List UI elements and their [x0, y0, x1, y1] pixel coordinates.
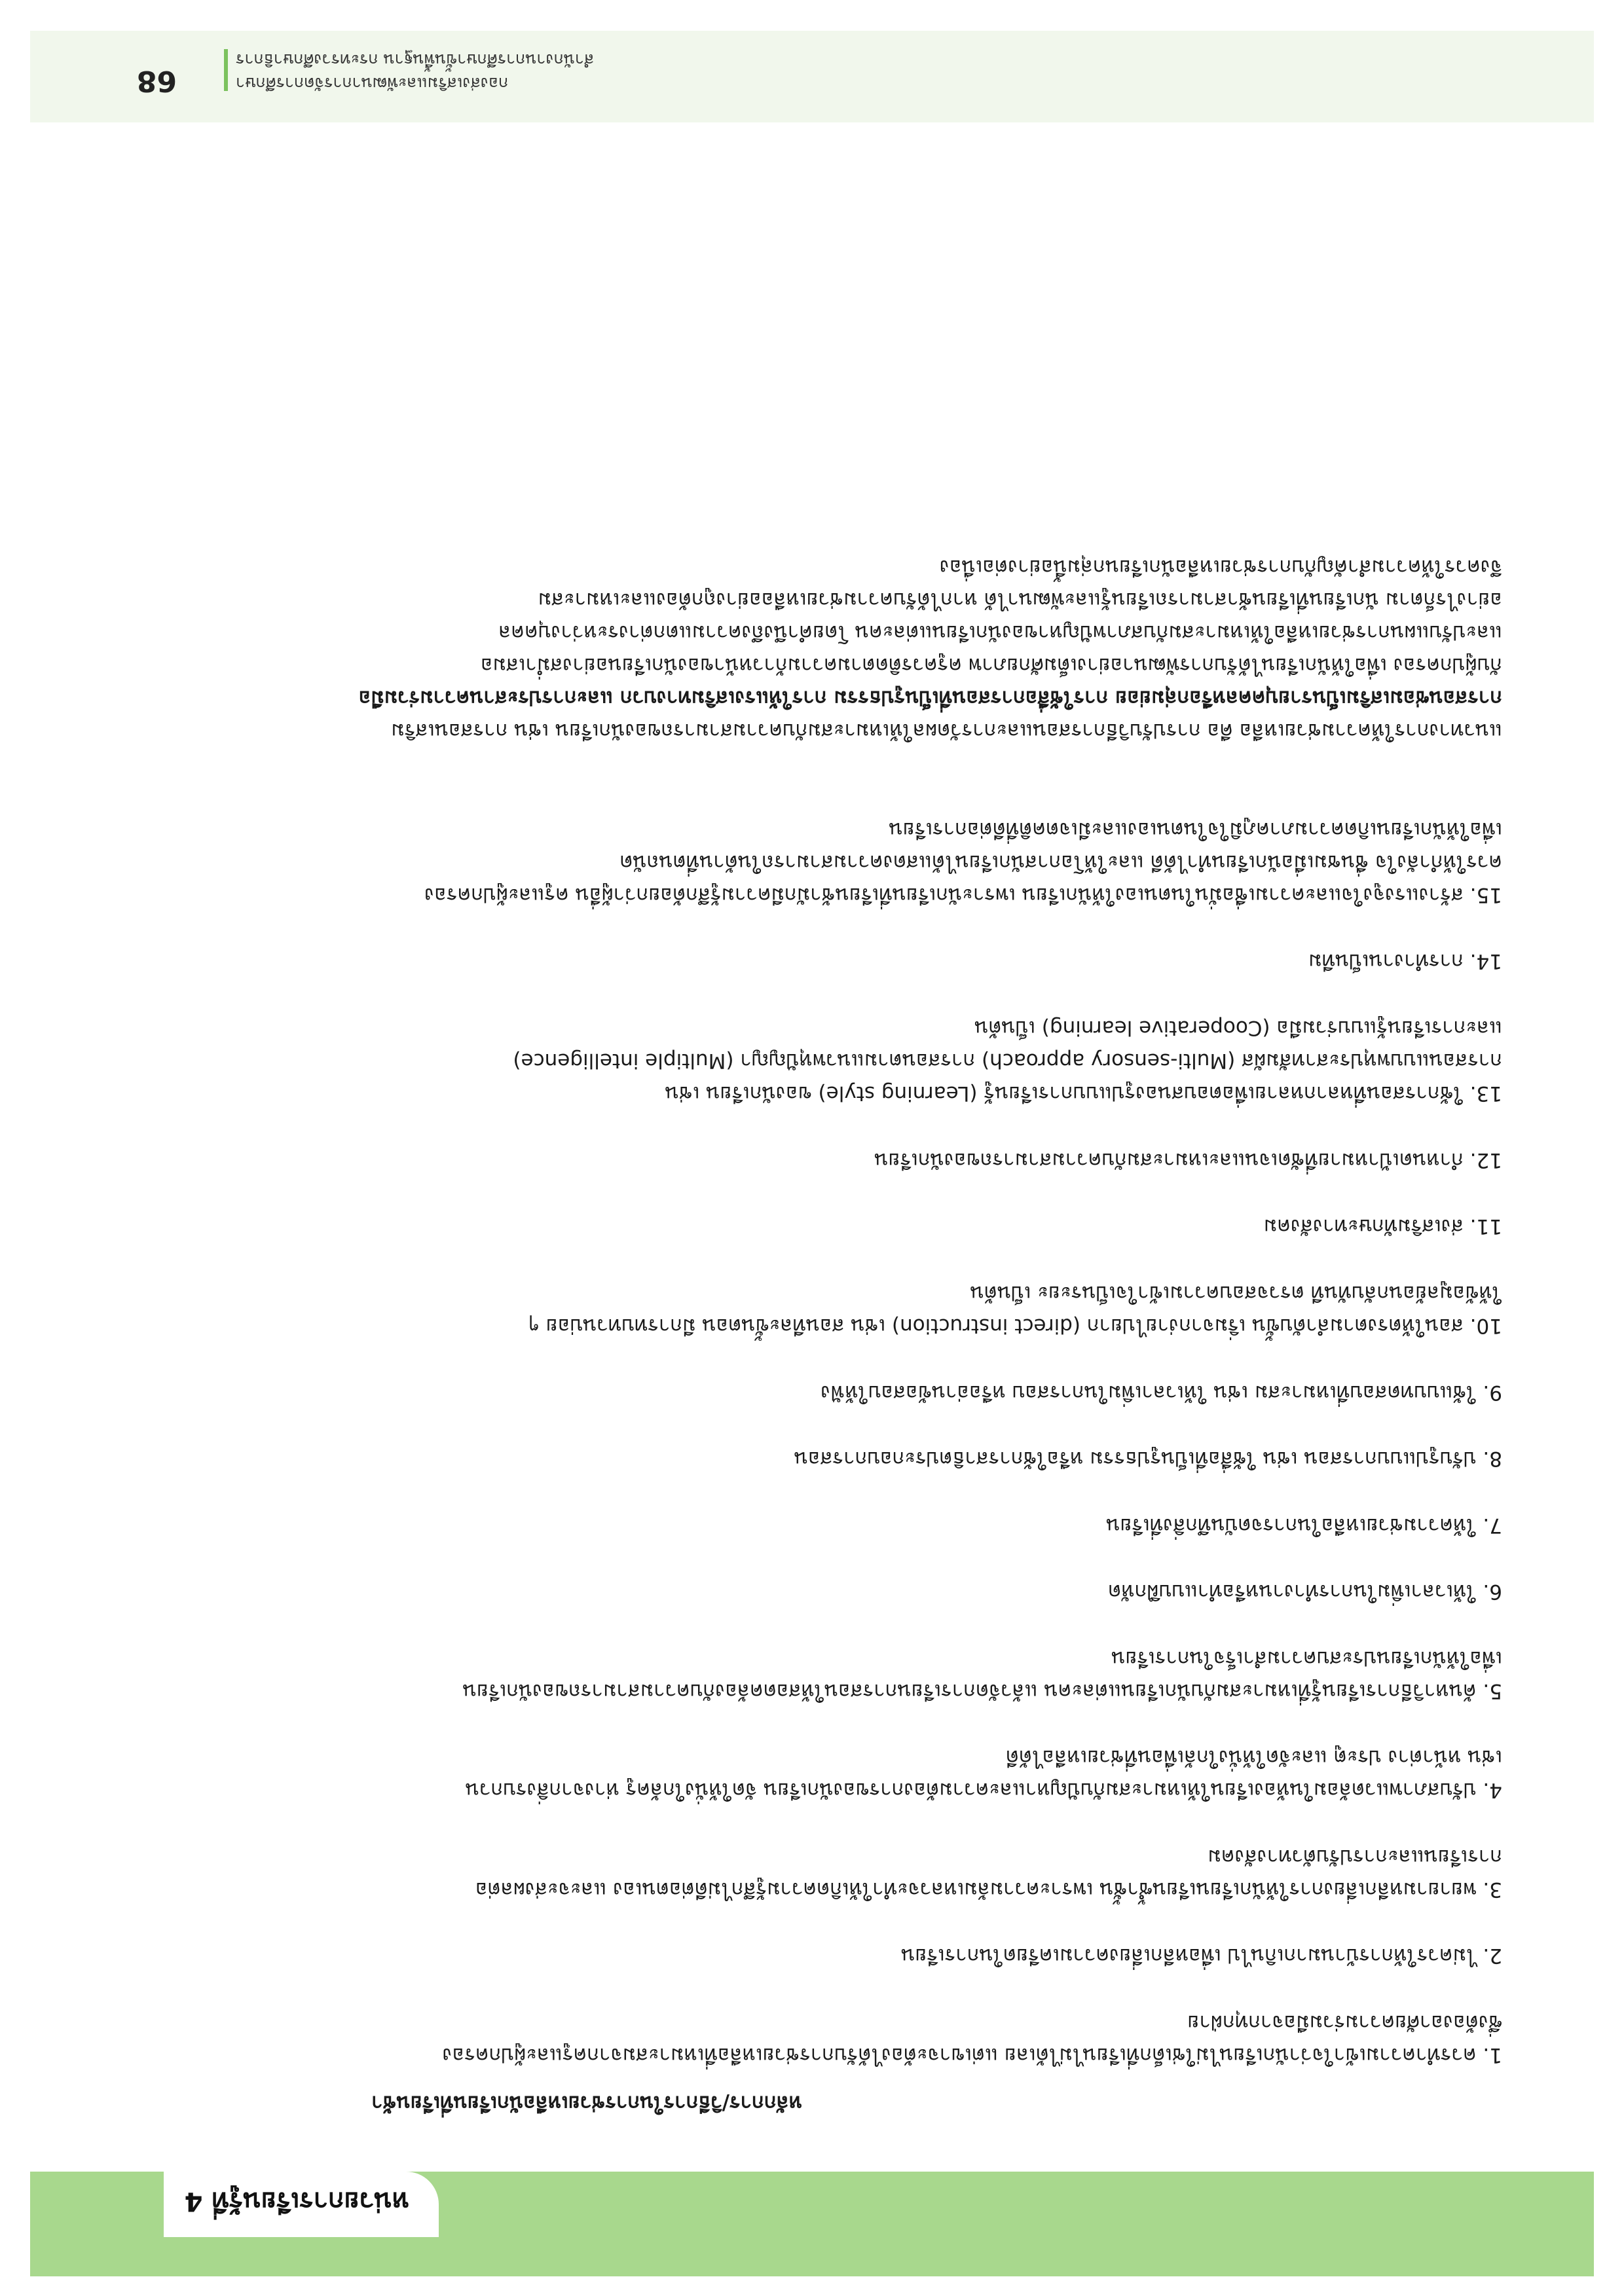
- body-line: 2. ไม่ควรให้การบ้านมากเกินไป เพื่อหลีกเลี่ยงความเครียดในการเรียน: [901, 1944, 1502, 1967]
- body-line: และปรับแผนการช่วยเหลือให้เหมาะสมกับสภาพปัญหาของนักเรียนแต่ละคน โดยคำนึงถึงความแตกต่างระหว่างบุคคล: [498, 621, 1502, 644]
- body-line: 4. ปรับสภาพแวดล้อมในห้องเรียนให้เหมาะสมกับปัญหาและความต้องการของนักเรียน จัดให้นั่งใกล้ครู ห่างจากสิ่งรบกวน: [465, 1778, 1502, 1802]
- body-line: 1. ควรทำความเข้าใจว่านักเรียนไม่ใช่เด็กที่เรียนไม่ได้เลย แต่เขาจะต้องได้รับการช่วยเหลือที่เหมาะสมจากครูและผู้ปกครอง: [442, 2043, 1502, 2067]
- body-line: อย่างไรก็ตาม นักเรียนที่เรียนช้าสามารถเรียนรู้และพัฒนาได้ หากได้รับความช่วยเหลืออย่างถูกต้องและเหมาะสม: [538, 588, 1502, 611]
- header-department: กองส่งเสริมและพัฒนาการจัดการศึกษา: [236, 74, 509, 93]
- body-line: ควรให้กำลังใจ ชื่นชมเมื่อนักเรียนทำได้ดี และให้โอกาสนักเรียนได้แสดงความสามารถในด้านที่ตนถนัด: [619, 850, 1502, 874]
- body-line: 7. ให้ความช่วยเหลือในการจดบันทึกสิ่งที่เรียน: [1106, 1514, 1502, 1537]
- body-line: ให้ข้อมูลย้อนกลับทันที ตรวจสอบความเข้าใจเป็นระยะ เป็นต้น: [970, 1281, 1502, 1305]
- chapter-label: หน่วยการเรียนรู้ที่ 4: [184, 2186, 409, 2216]
- body-line: และการเรียนรู้แบบร่วมมือ (Cooperative learning) เป็นต้น: [974, 1016, 1502, 1040]
- body-line: การสอนแบบพหุประสาทสัมผัส (Multi-sensory approach) การสอนตามแนวพหุปัญญา (Multiple intelligence): [513, 1049, 1502, 1072]
- body-line: 8. ปรับรูปแบบการสอน เช่น ใช้สื่อที่เป็นรูปธรรม หรือใช้การสาธิตประกอบการสอน: [794, 1447, 1502, 1470]
- body-line: เช่น หน้าต่าง ประตู และจัดให้นั่งใกล้เพื่อนที่ช่วยเหลือได้ดี: [1005, 1745, 1502, 1769]
- body-line: การเรียนและการปรับตัวทางสังคม: [1208, 1845, 1502, 1868]
- body-line: ซึ่งต้องอาศัยความร่วมมือจากทุกฝ่าย: [1187, 2011, 1502, 2034]
- body-line: กับผู้ปกครอง เพื่อให้นักเรียนได้รับการพัฒนาอย่างเต็มศักยภาพ ครูควรติดตามความก้าวหน้าของนักเรียนอย่างสม่ำเสมอ: [480, 653, 1502, 677]
- section-title: หลักการ/วิธีการในการช่วยเหลือนักเรียนที่เรียนช้า: [371, 2091, 802, 2115]
- body-line: 11. ส่งเสริมทักษะทางสังคม: [1263, 1214, 1502, 1238]
- body-line: การสอนซ่อมเสริมเป็นรายบุคคลหรือกลุ่มย่อย การใช้สื่อการสอนที่เป็นรูปธรรม การให้แรงเสริมทางบวก และการประสานความร่วมมือ: [358, 686, 1502, 710]
- page-number: 68: [136, 64, 177, 98]
- header-divider: [224, 49, 228, 91]
- body-line: เพื่อให้นักเรียนเกิดความภาคภูมิใจในตนเองและมีเจตคติที่ดีต่อการเรียน: [889, 818, 1502, 841]
- body-line: แนวทางการให้ความช่วยเหลือ คือ การปรับวิธีการสอนและการวัดผลให้เหมาะสมกับความสามารถของนักเรียน เช่น การสอนเสริม: [391, 719, 1502, 742]
- body-line: 5. ค้นหาวิธีการเรียนรู้ที่เหมาะสมกับนักเรียนแต่ละคน แล้วจัดการเรียนการสอนให้สอดคล้องกับความสามารถของนักเรียน: [462, 1679, 1502, 1703]
- body-line: 12. กำหนดเป้าหมายที่ชัดเจนและเหมาะสมกับความสามารถของนักเรียน: [874, 1148, 1502, 1172]
- body-line: 9. ใช้แบบทดสอบที่เหมาะสม เช่น ให้เวลาเพิ่มในการสอบ หรืออ่านข้อสอบให้ฟัง: [821, 1381, 1502, 1404]
- body-line: 13. ใช้การสอนที่หลากหลายเพื่อตอบสนองรูปแบบการเรียนรู้ (Learning style) ของนักเรียน เช่น: [665, 1082, 1502, 1105]
- body-line: 15. สร้างแรงจูงใจและความเชื่อมั่นในตนเองให้นักเรียน เพราะนักเรียนที่เรียนช้ามักมีความรู้สึกด้อยกว่าผู้อื่น ครูและผู้ปกครอง: [424, 883, 1502, 907]
- body-line: เพื่อให้นักเรียนประสบความสำเร็จในการเรียน: [1111, 1647, 1502, 1670]
- body-line: 3. พยายามหลีกเลี่ยงการให้นักเรียนเรียนซ้ำชั้น เพราะความล้มเหลวจะทำให้เกิดความรู้สึกไม่ดีต่อตนเอง และจะส่งผลต่อ: [475, 1878, 1502, 1901]
- body-line: จึงควรให้ความสำคัญกับการช่วยเหลือนักเรียนกลุ่มนี้อย่างต่อเนื่อง: [939, 555, 1502, 579]
- body-line: 14. การทำงานเป็นทีม: [1308, 949, 1502, 973]
- header-office: สำนักงานการศึกษาขั้นพื้นฐาน กระทรวงศึกษาธิการ: [236, 50, 595, 69]
- body-line: 10. สอนให้ตรงตามลำดับขั้น เริ่มจากง่ายไปยาก (direct instruction) เช่น สอนทีละขั้นตอน มีการทบทวนบ่อย ๆ: [528, 1314, 1502, 1338]
- body-line: 6. ให้เวลาเพิ่มในการทำงานหรือทำแบบฝึกหัด: [1108, 1580, 1502, 1603]
